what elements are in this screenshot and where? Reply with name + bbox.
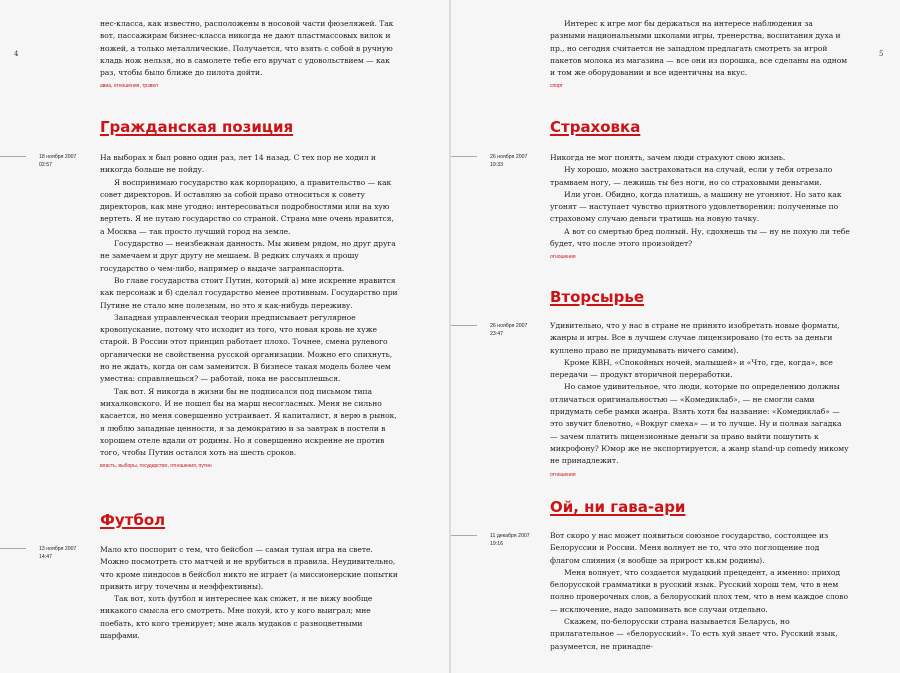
post-body <box>550 152 850 260</box>
post-date <box>39 153 76 169</box>
post-date-day: 11 декабря 2007 <box>490 533 530 539</box>
post-paragraph: Никогда не мог понять, зачем люди страхуют свою жизнь. <box>550 153 786 162</box>
post-paragraph: На выборах я был ровно один раз, лет 14 назад. С тех пор не ходил и никогда больше не пойду. <box>100 153 376 175</box>
post-paragraph: Интерес к игре мог бы держаться на интересе наблюдения за разными национальными школами игры, тренерства, воспитания духа и пр., но сегодня считается не западлом предлагать смотреть за игрой пакетов молока из магазина — все они из порошка, все сделаны на одном и том же оборудовании и все идентичны на вкус. <box>550 19 848 78</box>
post-date-day: 26 ноября 2007 <box>490 323 528 329</box>
post-paragraph: Вот скоро у нас может появиться союзное государство, состоящее из Белоруссии и России. Меня волнует не то, что это поглощение под флагом слияния (я вообще за прирост кв.км родины). <box>550 531 829 565</box>
post-paragraph: Я воспринимаю государство как корпорацию, а правительство — как совет директоров. И оставляю за собой право относиться к совету директоров, как мне угодно: интересоваться подробностями или на хую вертеть. Я не путаю государство со страной. Страна мне очень нравится, а Москва — так просто лучший город на земле. <box>100 177 394 236</box>
post-title[interactable]: Страховка <box>550 118 641 136</box>
post-date <box>490 153 527 169</box>
post-paragraph: Западная управленческая теория предписывает регулярное кровопускание, потому что исходит из того, что новая кровь не хуже старой. В России этот принцип работает плохо. Точнее, смена рулевого органически не свойственна русской организации. Можно его спихнуть, но не ждать, когда он сам заменится. В бизнесе такая модель более чем уместна: справляешься? — работай, пока не рассыплешься. <box>100 312 393 384</box>
post-title[interactable]: Ой, ни гава-ари <box>550 498 686 516</box>
post-paragraph: Но самое удивительное, что люди, которые по определению должны отличаться оригинальностью — «Комедиклаб», — не смогли сами придумать себе рамки жанра. Взять хотя бы название: «Комедиклаб» — это звучит блевотно, «Вокруг смеха» — и то лучше. Ну и полная загадка — зачем платить лицензионные деньги за право выйти пошутить к микрофону? Юмор же не экспортируется, а жанр stand-up comedy никому не принадлежит. <box>550 382 849 466</box>
date-rule <box>0 156 26 157</box>
post-date-time: 23:47 <box>490 331 503 337</box>
post-date <box>490 322 527 338</box>
post-date-day: 26 ноября 2007 <box>490 154 528 160</box>
post-date-day: 18 ноября 2007 <box>39 154 77 160</box>
post-paragraph: Государство — неизбежная данность. Мы живем рядом, но друг друга не замечаем и друг другу не мешаем. В редких случаях я прошу государство о чем-либо, например о выдаче загранпаспорта. <box>100 239 396 273</box>
post-paragraph: Удивительно, что у нас в стране не принято изобретать новые форматы, жанры и игры. Все в лучшем случае лицензировано (то есть за деньги куплено право не придумывать ничего самим). <box>550 321 840 355</box>
post-tags[interactable]: авиа, отношения, трэвел <box>100 83 158 90</box>
right-page <box>451 0 900 673</box>
post-title[interactable]: Вторсырье <box>550 288 645 306</box>
post-paragraph: Меня волнует, что создается мудацкий прецедент, а именно: приход белорусской грамматики в русский язык. Русский хорош тем, что в нем полно проверочных слов, а белорусский плох тем, что в нем каждое слово — исключение, надо запоминать все случаи отдельно. <box>550 567 849 614</box>
post-paragraph: Так вот. Я никогда в жизни бы не подписался под письмом типа михалковского. И не пошел бы на марш несогласных. Меня не сильно касается, но меня совершенно устраивает. Я капиталист, я верю в рынок, я люблю западные ценности, я за демократию и за завтрак в постели в хорошем отеле вдали от родины. Но я совершенно искренне не против того, чтобы Путин остался хоть на шесть сроков. <box>100 386 397 458</box>
post-date-time: 02:57 <box>39 162 52 168</box>
post-body <box>100 152 400 469</box>
date-rule <box>451 156 477 157</box>
post-tags[interactable]: власть, выборы, государство, отношения, путин <box>100 463 212 470</box>
post-title[interactable]: Гражданская позиция <box>100 118 294 136</box>
post-paragraph: Ну хорошо, можно застраховаться на случай, если у тебя отрезало трамваем ногу, — лежишь ты без ноги, но со страховыми деньгами. <box>550 165 833 187</box>
post-paragraph: Кроме КВН, «Спокойных ночей, малышей» и «Что, где, когда», все передачи — продукт вторичной переработки. <box>550 357 833 380</box>
date-rule <box>451 535 477 536</box>
post-body <box>550 320 850 478</box>
post-title[interactable]: Футбол <box>100 511 166 529</box>
post-date <box>39 545 76 561</box>
post-paragraph: Скажем, по-белорусски страна называется Беларусь, но прилагательное — «белорусский». То есть хуй знает что. Русский язык, разумеется, не принадле- <box>550 617 838 651</box>
post-date <box>490 532 530 548</box>
post-paragraph: Во главе государства стоит Путин, который а) мне искренне нравится как персонаж и б) сделал государство менее противным. Государство при Путине не стало мне полезным, но это я как-нибудь переживу. <box>100 275 398 310</box>
post-paragraph: Так вот, хоть футбол и интереснее как сюжет, я не вижу вообще никакого смысла его смотреть. Мне похуй, кто у кого выиграл; мне поебать, кто кого тренирует; мне жаль мудаков с разноцветными шарфами. <box>100 594 373 641</box>
continued-post <box>550 18 850 89</box>
post-tags[interactable]: отношения <box>550 254 576 261</box>
post-paragraph: А вот со смертью бред полный. Ну, сдохнешь ты — ну не похую ли тебе будет, что после этого произойдет? <box>550 226 850 249</box>
page-number: 5 <box>879 50 884 58</box>
page-number: 4 <box>14 50 19 58</box>
post-tags[interactable]: отношения <box>550 471 576 478</box>
post-date-time: 14:47 <box>39 554 52 560</box>
post-date-day: 13 ноября 2007 <box>39 546 77 552</box>
post-paragraph: нес-класса, как известно, расположены в носовой части фюзеляжей. Так вот, пассажирам бизнес-класса никогда не дают пластмассовых вилок и ножей, а только металлические. Получается, что взять с собой в ручную кладь нож нельзя, но в самолете тебе его вручат с удовольствием — как раз, чтобы было ближе до пилота дойти. <box>100 19 394 78</box>
post-date-time: 19:16 <box>490 541 503 547</box>
post-body <box>100 544 400 642</box>
continued-post <box>100 18 400 89</box>
left-page <box>0 0 449 673</box>
post-paragraph: Мало кто поспорит с тем, что бейсбол — самая тупая игра на свете. Можно посмотреть сто матчей и не врубиться в правила. Неудивительно, что кроме пиндосов в бейсбол никто не играет (а миссионерские попытки привить игру точечны и неэффективны). <box>100 545 398 591</box>
date-rule <box>0 548 26 549</box>
post-body <box>550 530 850 653</box>
post-paragraph: Или угон. Обидно, когда платишь, а машину не угоняют. Но зато как угонят — наступает чувство приятного удовлетворения: полученные по страховому случаю деньги тратишь на новую тачку. <box>550 189 842 224</box>
post-date-time: 19:33 <box>490 162 503 168</box>
post-tags[interactable]: спорт <box>550 83 563 90</box>
date-rule <box>451 325 477 326</box>
